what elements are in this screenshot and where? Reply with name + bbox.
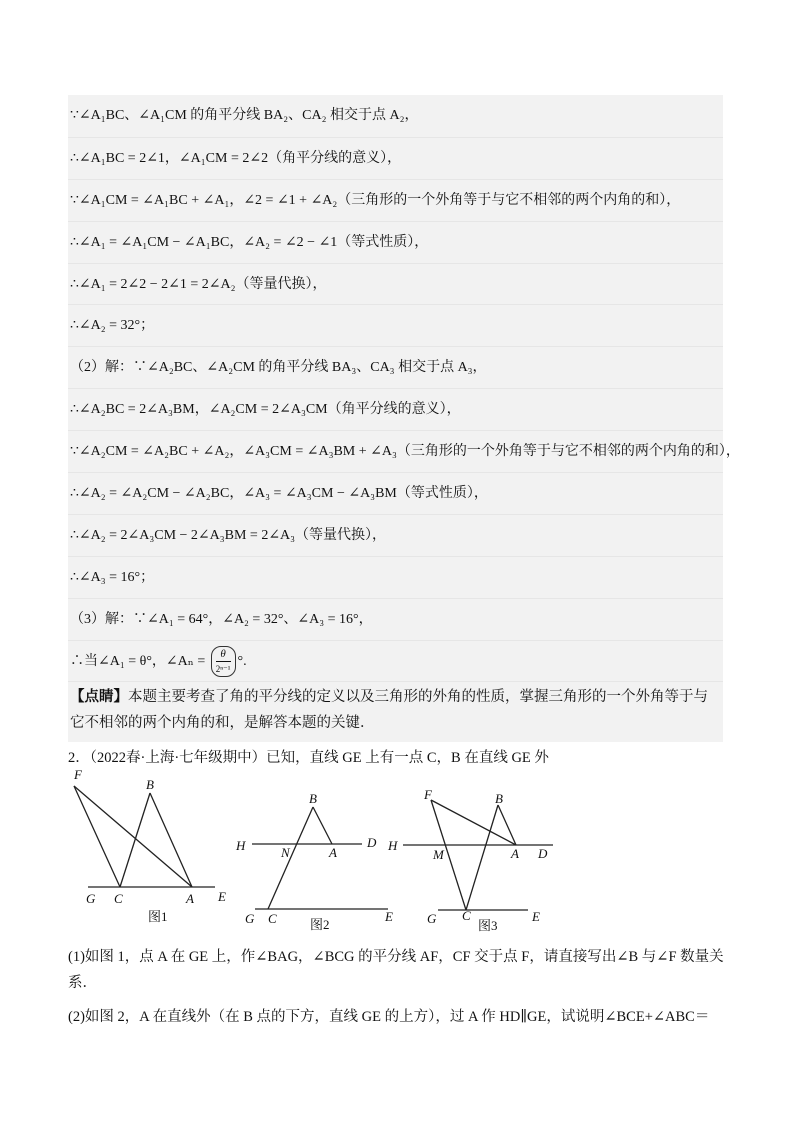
fig1-line-ba: [150, 793, 192, 887]
fig2-line-bc: [268, 807, 313, 909]
solution-line: ∴∠A₂ = 32°；: [68, 304, 723, 346]
solution-line: ∵∠A₁CM = ∠A₁BC + ∠A₁，∠2 = ∠1 + ∠A₂（三角形的一个外角等于与它不相邻的两个内角的和），: [68, 179, 723, 221]
fig3-label-c: C: [462, 908, 471, 923]
fig2-label-a: A: [329, 845, 337, 860]
fig2-label-d: D: [367, 835, 377, 850]
fig3-label-a: A: [511, 846, 519, 861]
fig1-line-fa: [74, 786, 192, 887]
formula-suffix: °.: [237, 653, 247, 669]
solution-line-formula: [68, 640, 723, 682]
fig3-caption: 图3: [478, 918, 498, 933]
fig1-line-bc: [120, 793, 150, 887]
fig3-label-d: D: [538, 846, 548, 861]
fig1-line-fc: [74, 786, 120, 887]
solution-line: ∵∠A₂CM = ∠A₂BC + ∠A₂，∠A₃CM = ∠A₃BM + ∠A₃（三角形的一个外角等于与它不相邻的两个内角的和），: [68, 430, 723, 472]
question-intro: 2．（2022春·上海·七年级期中）已知，直线 GE 上有一点 C，B 在直线 GE 外: [68, 750, 549, 766]
solution-line: ∴∠A₂BC = 2∠A₃BM，∠A₂CM = 2∠A₃CM（角平分线的意义），: [68, 388, 723, 430]
fig3-label-h: H: [388, 838, 398, 853]
fig1-label-c: C: [114, 891, 123, 906]
solution-line: （2）解：∵∠A₂BC、∠A₂CM 的角平分线 BA₃、CA₃ 相交于点 A₃，: [68, 346, 723, 388]
fig1-label-a: A: [186, 891, 194, 906]
fig3-label-e: E: [532, 909, 540, 924]
fraction-denominator: 2ⁿ⁻¹: [215, 663, 231, 674]
fig2-label-g: G: [245, 911, 255, 926]
comment-block: [68, 681, 723, 742]
solution-line: ∴∠A₁ = ∠A₁CM − ∠A₁BC，∠A₂ = ∠2 − ∠1（等式性质），: [68, 221, 723, 263]
fig1-label-f: F: [74, 767, 82, 782]
solution-line: ∴∠A₂ = 2∠A₃CM − 2∠A₃BM = 2∠A₃（等量代换），: [68, 514, 723, 556]
fraction: [211, 646, 236, 677]
fig2-label-b: B: [309, 791, 317, 806]
figures: [0, 765, 794, 945]
solution-line: ∵∠A₁BC、∠A₁CM 的角平分线 BA₂、CA₂ 相交于点 A₂，: [70, 108, 419, 123]
comment-text: 本题主要考查了角的平分线的定义以及三角形的外角的性质，掌握三角形的一个外角等于与它不相邻的两个内角的和，是解答本题的关键．: [70, 689, 708, 732]
question-part2: (2)如图 2，A 在直线外（在 B 点的下方，直线 GE 的上方），过 A 作 HD∥GE，试说明∠BCE+∠ABC＝: [68, 1009, 710, 1025]
fig2-label-n: N: [281, 845, 290, 860]
fig2-line-ba: [313, 807, 332, 844]
fig2-label-e: E: [385, 909, 393, 924]
fig2-label-h: H: [236, 838, 246, 853]
fig1-caption: 图1: [148, 909, 168, 924]
formula-prefix: ∴当∠A₁ = θ°，∠Aₙ =: [70, 653, 209, 669]
fig1-label-g: G: [86, 891, 96, 906]
fig3-label-g: G: [427, 911, 437, 926]
fig3-line-ba: [498, 805, 516, 845]
solution-line: ∴∠A₃ = 16°；: [68, 556, 723, 598]
solution-line: （3）解：∵∠A₁ = 64°，∠A₂ = 32°、∠A₃ = 16°，: [68, 598, 723, 640]
comment-tag: 【点睛】: [70, 689, 128, 706]
question-part1-line2: 系．: [68, 975, 97, 991]
solution-block: [68, 95, 740, 742]
fig2-label-c: C: [268, 911, 277, 926]
fig3-label-m: M: [433, 847, 444, 862]
fig1-label-e: E: [218, 889, 226, 904]
fig2-caption: 图2: [310, 917, 330, 932]
solution-line: ∴∠A₁BC = 2∠1，∠A₁CM = 2∠2（角平分线的意义），: [68, 137, 723, 179]
fig3-label-f: F: [424, 787, 432, 802]
fraction-numerator: θ: [216, 647, 231, 662]
solution-line: ∴∠A₂ = ∠A₂CM − ∠A₂BC，∠A₃ = ∠A₃CM − ∠A₃BM（等式性质），: [68, 472, 723, 514]
solution-line: ∴∠A₁ = 2∠2 − 2∠1 = 2∠A₂（等量代换），: [68, 263, 723, 305]
fig3-label-b: B: [495, 791, 503, 806]
fig1-label-b: B: [146, 777, 154, 792]
question-part1-line1: (1)如图 1，点 A 在 GE 上，作∠BAG，∠BCG 的平分线 AF，CF 交于点 F，请直接写出∠B 与∠F 数量关: [68, 949, 724, 965]
